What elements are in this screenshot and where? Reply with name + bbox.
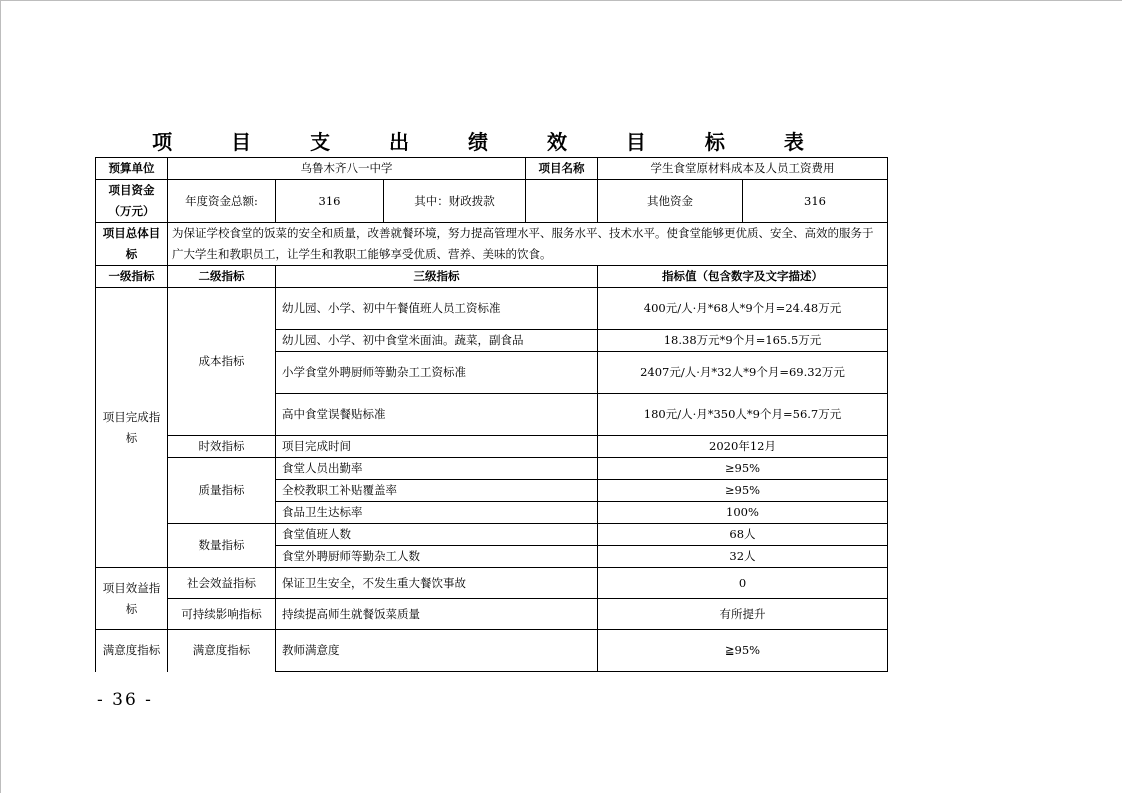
time-indicators-label: 时效指标	[168, 436, 276, 458]
annual-total-label: 年度资金总额:	[168, 180, 276, 223]
sustainable-impact-value: 有所提升	[598, 599, 888, 630]
table-row	[96, 158, 888, 180]
cost-value-4: 180元/人·月*350人*9个月=56.7万元	[598, 394, 888, 436]
cost-value-1: 400元/人·月*68人*9个月=24.48万元	[598, 288, 888, 330]
benefit-indicators-label: 项目效益指标	[96, 568, 168, 630]
table-row	[96, 458, 888, 480]
other-funds-label: 其他资金	[598, 180, 743, 223]
project-funds-label: 项目资金（万元）	[96, 180, 168, 223]
table-row	[96, 436, 888, 458]
cost-item-2: 幼儿园、小学、初中食堂米面油。蔬菜，副食品	[276, 330, 598, 352]
col-header-level1: 一级指标	[96, 266, 168, 288]
social-benefit-value: 0	[598, 568, 888, 599]
table-row	[96, 630, 888, 672]
quantity-item-2: 食堂外聘厨师等勤杂工人数	[276, 546, 598, 568]
performance-target-table	[95, 157, 888, 672]
page-edge-left	[0, 0, 1, 793]
completion-indicators-label: 项目完成指标	[96, 288, 168, 568]
time-item-1: 项目完成时间	[276, 436, 598, 458]
project-name-label: 项目名称	[526, 158, 598, 180]
overall-goal-text: 为保证学校食堂的饭菜的安全和质量，改善就餐环境，努力提高管理水平、服务水平、技术水平。使食堂能够更优质、安全、高效的服务于广大学生和教职员工，让学生和教职工能够享受优质、营养、美味的饮食。	[168, 223, 888, 266]
table-row	[96, 223, 888, 266]
fiscal-allocation-label: 其中：财政拨款	[384, 180, 526, 223]
page-number: - 36 -	[97, 690, 153, 710]
other-funds-value: 316	[743, 180, 888, 223]
quantity-value-1: 68人	[598, 524, 888, 546]
quantity-value-2: 32人	[598, 546, 888, 568]
col-header-value: 指标值（包含数字及文字描述）	[598, 266, 888, 288]
table-row	[96, 568, 888, 599]
cost-item-4: 高中食堂误餐贴标准	[276, 394, 598, 436]
sustainable-impact-label: 可持续影响指标	[168, 599, 276, 630]
table-header-row	[96, 266, 888, 288]
cost-value-2: 18.38万元*9个月=165.5万元	[598, 330, 888, 352]
budget-unit-label: 预算单位	[96, 158, 168, 180]
social-benefit-item: 保证卫生安全，不发生重大餐饮事故	[276, 568, 598, 599]
cost-indicators-label: 成本指标	[168, 288, 276, 436]
budget-unit-value: 乌鲁木齐八一中学	[168, 158, 526, 180]
quality-value-3: 100%	[598, 502, 888, 524]
table-row	[96, 599, 888, 630]
quality-item-3: 食品卫生达标率	[276, 502, 598, 524]
quality-item-2: 全校教职工补贴覆盖率	[276, 480, 598, 502]
satisfaction-value: ≧95%	[598, 630, 888, 672]
sustainable-impact-item: 持续提高师生就餐饭菜质量	[276, 599, 598, 630]
annual-total-value: 316	[276, 180, 384, 223]
page-edge-top	[0, 0, 1122, 1]
satisfaction-sub-label: 满意度指标	[168, 630, 276, 672]
col-header-level2: 二级指标	[168, 266, 276, 288]
cost-item-1: 幼儿园、小学、初中午餐值班人员工资标准	[276, 288, 598, 330]
quality-value-1: ≥95%	[598, 458, 888, 480]
cost-item-3: 小学食堂外聘厨师等勤杂工工资标准	[276, 352, 598, 394]
social-benefit-label: 社会效益指标	[168, 568, 276, 599]
time-value-1: 2020年12月	[598, 436, 888, 458]
col-header-level3: 三级指标	[276, 266, 598, 288]
cost-value-3: 2407元/人·月*32人*9个月=69.32万元	[598, 352, 888, 394]
overall-goal-label: 项目总体目标	[96, 223, 168, 266]
satisfaction-indicators-label: 满意度指标	[96, 630, 168, 672]
table-row	[96, 524, 888, 546]
table-row	[96, 180, 888, 223]
fiscal-allocation-value	[526, 180, 598, 223]
document-title: 项 目 支 出 绩 效 目 标 表	[152, 130, 830, 154]
table-row	[96, 288, 888, 330]
quantity-indicators-label: 数量指标	[168, 524, 276, 568]
quality-indicators-label: 质量指标	[168, 458, 276, 524]
quantity-item-1: 食堂值班人数	[276, 524, 598, 546]
project-name-value: 学生食堂原材料成本及人员工资费用	[598, 158, 888, 180]
quality-value-2: ≥95%	[598, 480, 888, 502]
quality-item-1: 食堂人员出勤率	[276, 458, 598, 480]
satisfaction-item: 教师满意度	[276, 630, 598, 672]
